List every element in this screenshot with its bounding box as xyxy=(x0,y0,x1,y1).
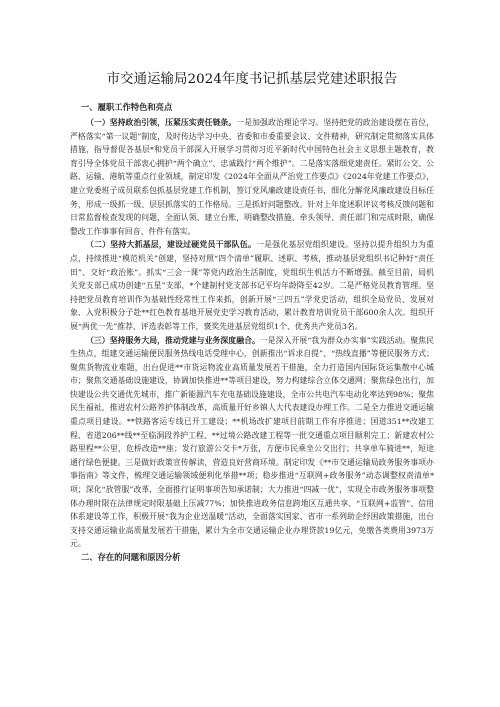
paragraph-grassroots xyxy=(70,238,434,333)
paragraph-body: 一是强化基层党组织建设。坚持以提升组织力为重点，持续推进“模范机关”创建，坚持对照“四个清单”履职、述职、考核，推动基层党组织书记种好“责任田”、交好“政治账”。抓实“三会一课”等党内政治生活制度，党组织生机活力不断增强。截至目前，局机关党支部已成功创建“五星”支部，*个建制村党支部书记平均年龄降至42岁。二是严格党员教育管理。坚持把党员教育培训作为基础性经常性工作来抓，创新开展“三四五”学党史活动，组织全局党员、发展对象、入党积极分子赴**红色教育基地开展党史学习教育活动，累计教育培训党员干部600余人次。组织开展“两优一先”推荐、评选表彰等工作，褒奖先进基层党组织1个、优秀共产党员3名。 xyxy=(70,240,434,331)
paragraph-body: 一是深入开展“我为群众办实事”实践活动。聚焦民生热点，组建交通运输便民服务热线电话受理中心，创新推出“诉求自提”、“热线直播”等便民服务方式；聚焦货物流业难题，出台促进**市货运物流业高质量发展若干措施，全力打造国内国际货运集散中心城市；聚焦交通基础设施建设，协调加快推进**等项目建设，努力构建综合立体交通网；聚焦绿色出行，加快建设公共交通优先城市，推广新能源汽车充电基础设施建设，全市公共电汽车电动化率达到98%；聚焦民生福祉，推进农村公路养护体制改革，高质量开好乡镇人大代表建设办理工作。二是全力推进交通运输重点项目建设。**铁路客运专线已开工建设；**机场改扩建项目前期工作有序推进；国道351**改建工程、省道206**线**至临洞段养护工程、**过境公路改建工程等一批交通重点项目顺利完工；新建农村公路里程**公里，危桥改造**座；发行旅游公交卡*万张，方便市民乘坐公交出行；共享单车骑进**，短途通行绿色便捷。三是做好政策宣传解读，营造良好营商环境。制定印发《**市交通运输局政务服务事项办事指南》等文件，梳理交通运输领域便利化举措**项；稳步推进“互联网+政务服务”动态调整权责清单*项；深化“放管服”改革，全面推行证明事项告知承诺制；大力推进“四减一优”，实现全市政务服务事项整体办理时限在法律规定时限基础上压减77%；加快推进政务信息跨地区互通共享、“互联网+监管”、信用体系建设等工作，积极开展“我为企业送温暖”活动，全面落实国家、省市一系列助企纾困政策措施，出台支持交通运输业高质量发展若干措施，累计为全市交通运输企业办理贷款19亿元，免缴各类费用3973万元。 xyxy=(70,335,434,549)
section-heading-problems: 二、存在的问题和原因分析 xyxy=(81,552,181,562)
paragraph-service-overall xyxy=(70,334,434,552)
paragraph-lead: （一）坚持政治引领，压紧压实责任链条。 xyxy=(86,118,237,127)
paragraph-lead: （二）坚持大抓基层，建设过硬党员干部队伍。 xyxy=(86,240,257,250)
document-title: 市交通运输局2024年度书记抓基层党建述职报告 xyxy=(106,72,398,87)
paragraph-body: 一是加强政治理论学习。坚持把党的政治建设摆在首位，严格落实“第一议题”制度，及时传达学习中央、省委和市委重要会议、文件精神，研究制定贯彻落实具体措施，指导督促各基层*和党员干部深入开展学习贯彻习近平新时代中国特色社会主义思想主题教育，教育引导全体党员干部衷心拥护“两个确立”、忠诚践行“两个维护”。二是落实落细党建责任。紧盯公交、公路、运输、港航等重点行业领域，制定印发《2024年全面从严治党工作要点》《2024年党建工作要点》，建立党委班子成员联系包抓基层党建工作机制，签订党风廉政建设责任书，细化分解党风廉政建设目标任务，形成一级抓一级、层层抓落实的工作格局。三是抓好问题整改。针对上年度述职评议考核反馈问题和日常监督检查发现的问题，全面认领、建立台账，明确整改措施、牵头领导、责任部门和完成时限，确保整改工作事事有回音、件件有落实。 xyxy=(70,118,435,236)
paragraph-political-leadership xyxy=(70,116,434,238)
paragraph-lead: （三）坚持服务大局，推动党建与业务深度融合。 xyxy=(86,335,260,345)
section-heading-highlights: 一、履职工作特色和亮点 xyxy=(81,102,173,112)
